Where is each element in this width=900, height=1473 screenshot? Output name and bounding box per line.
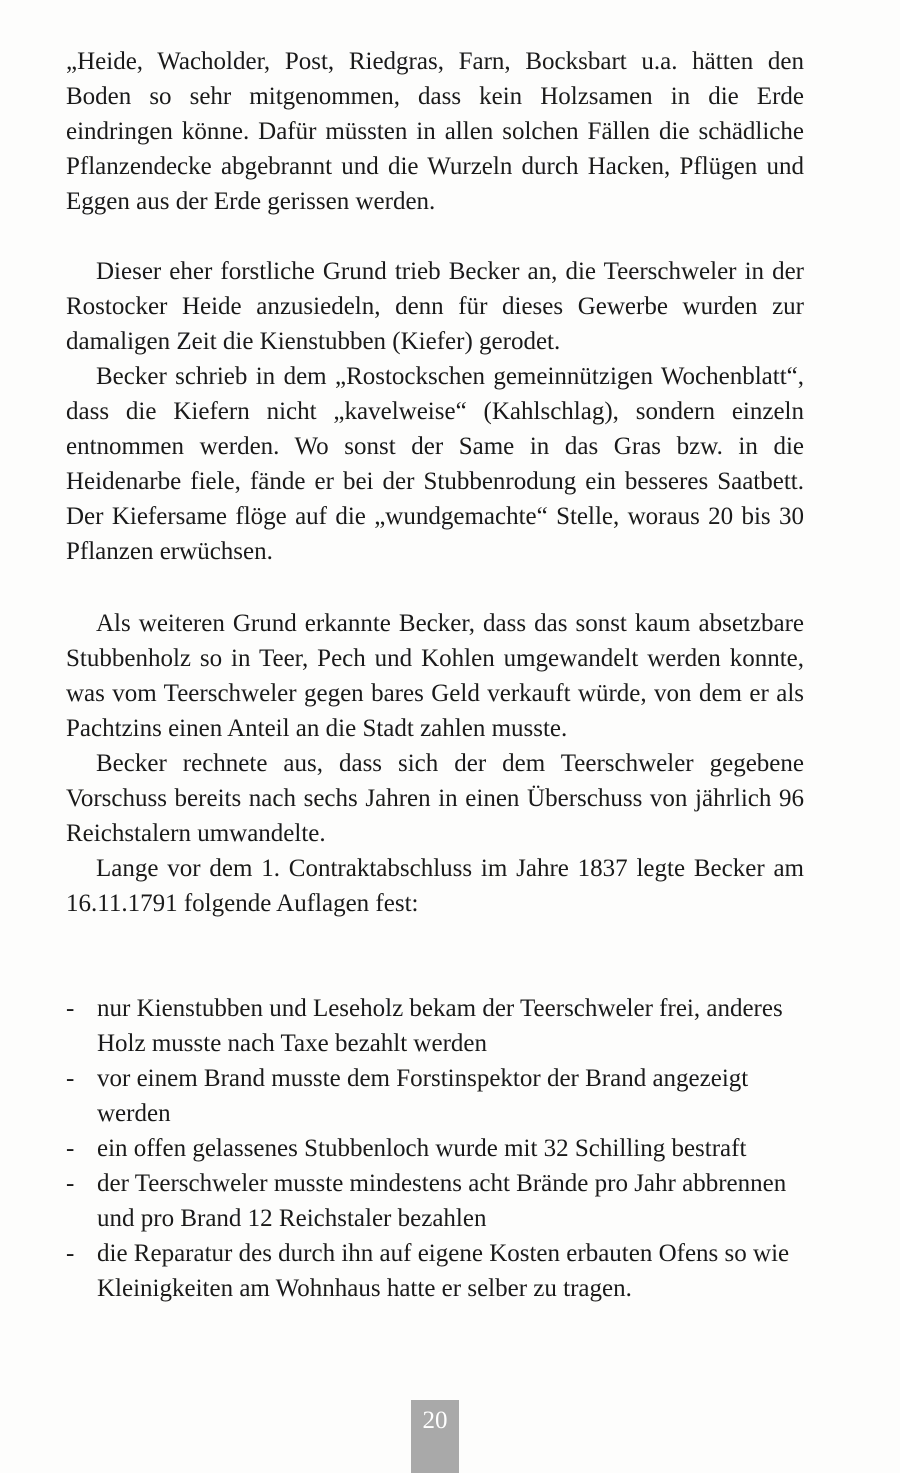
- bullet-dash: -: [66, 995, 75, 1022]
- page-number-box: [411, 1400, 459, 1473]
- text-section-quote: [66, 44, 804, 219]
- text-section-economics: [66, 606, 804, 921]
- list-item-text: nur Kienstubben und Leseholz bekam der Teerschweler frei, anderes Holz musste nach Taxe bezahlt werden: [97, 995, 783, 1057]
- list-item-text: vor einem Brand musste dem Forstinspektor der Brand angezeigt werden: [97, 1065, 749, 1127]
- paragraph-reason-further: Als weiteren Grund erkannte Becker, dass das sonst kaum absetzbare Stubbenholz so in Teer, Pech und Kohlen umgewandelt werden konnte, was vom Teerschweler gegen bares Geld verkauft würde, von dem er als Pachtzins einen Anteil an die Stadt zahlen musste.: [66, 610, 804, 742]
- list-item: [66, 1061, 806, 1131]
- page-number: 20: [422, 1407, 448, 1434]
- paragraph-quote: „Heide, Wacholder, Post, Riedgras, Farn, Bocksbart u.a. hätten den Boden so sehr mitgenommen, dass kein Holzsamen in die Erde eindringen könne. Dafür müssten in allen solchen Fällen die schädliche Pflanzendecke abgebrannt und die Wurzeln durch Hacken, Pflügen und Eggen aus der Erde gerissen werden.: [66, 48, 804, 215]
- text-section-reasons: [66, 254, 804, 569]
- list-item-text: die Reparatur des durch ihn auf eigene Kosten erbauten Ofens so wie Kleinigkeiten am Wohnhaus hatte er selber zu tragen.: [97, 1240, 790, 1302]
- list-item-text: ein offen gelassenes Stubbenloch wurde mit 32 Schilling bestraft: [97, 1135, 747, 1162]
- paragraph-reason-forest: Dieser eher forstliche Grund trieb Becker an, die Teerschweler in der Rostocker Heide anzusiedeln, denn für dieses Gewerbe wurden zur damaligen Zeit die Kienstubben (Kiefer) gerodet.: [66, 258, 804, 355]
- paragraph-calculation: Becker rechnete aus, dass sich der dem Teerschweler gegebene Vorschuss bereits nach sechs Jahren in einen Überschuss von jährlich 96 Reichstalern umwandelte.: [66, 750, 804, 847]
- list-item: [66, 1236, 806, 1306]
- list-item: [66, 1166, 806, 1236]
- bullet-dash: -: [66, 1135, 75, 1162]
- bullet-dash: -: [66, 1240, 75, 1267]
- paragraph-conditions-intro: Lange vor dem 1. Contraktabschluss im Jahre 1837 legte Becker am 16.11.1791 folgende Auflagen fest:: [66, 855, 804, 917]
- bullet-dash: -: [66, 1065, 75, 1092]
- bullet-dash: -: [66, 1170, 75, 1197]
- list-item: [66, 1131, 806, 1166]
- list-item-text: der Teerschweler musste mindestens acht Brände pro Jahr abbrennen und pro Brand 12 Reichstaler bezahlen: [97, 1170, 787, 1232]
- paragraph-wochenblatt: Becker schrieb in dem „Rostockschen gemeinnützigen Wochenblatt“, dass die Kiefern nicht „kavelweise“ (Kahlschlag), sondern einzeln entnommen werden. Wo sonst der Same in das Gras bzw. in die Heidenarbe fiele, fände er bei der Stubbenrodung ein besseres Saatbett. Der Kiefersame flöge auf die „wundgemachte“ Stelle, woraus 20 bis 30 Pflanzen erwüchsen.: [66, 363, 804, 565]
- list-item: [66, 991, 806, 1061]
- conditions-list: [66, 991, 806, 1306]
